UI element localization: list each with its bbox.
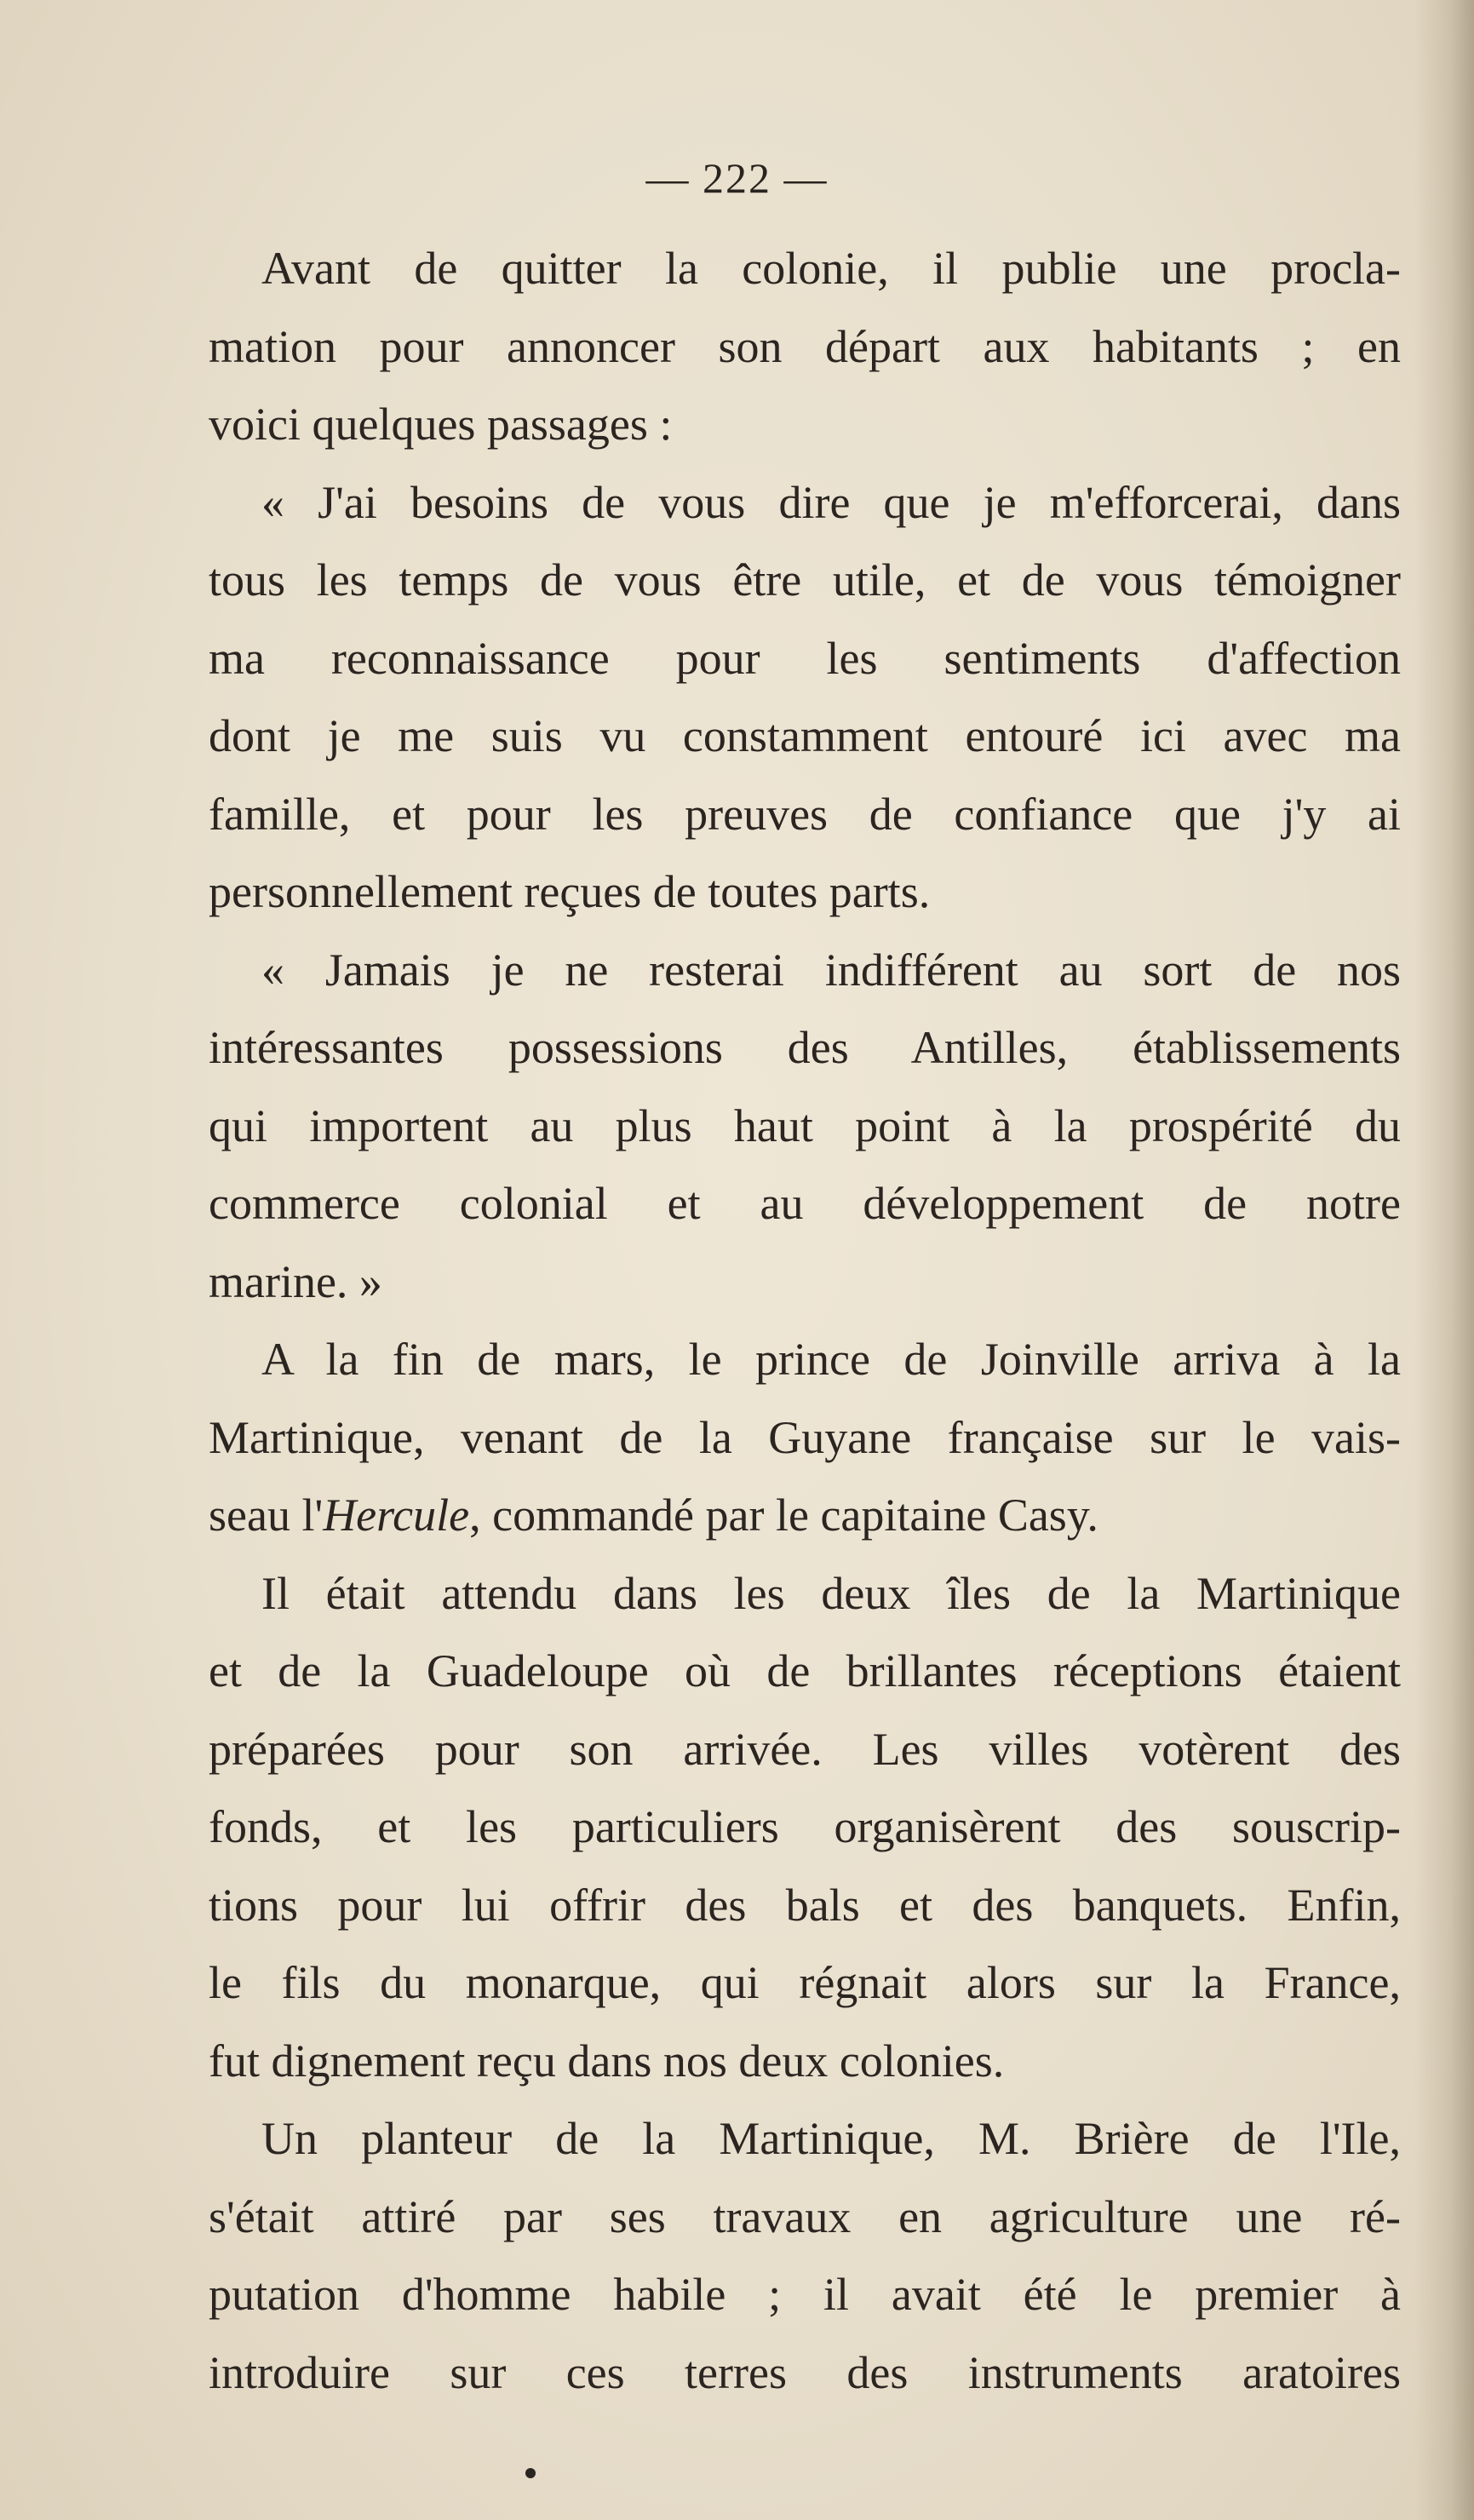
text-line: introduire sur ces terres des instruments aratoires: [209, 2346, 1401, 2398]
text-line: famille, et pour les preuves de confiance que j'y ai: [209, 788, 1401, 840]
page-number: — 222 —: [645, 154, 829, 202]
text-line: ma reconnaissance pour les sentiments d'affection: [209, 632, 1401, 684]
text-line: tous les temps de vous être utile, et de vous témoigner: [209, 554, 1401, 606]
ship-name-italic: Hercule: [323, 1490, 470, 1541]
text-line: Avant de quitter la colonie, il publie une procla-: [261, 243, 1401, 294]
text-line: Martinique, venant de la Guyane française sur le vais-: [209, 1411, 1401, 1463]
text-line: intéressantes possessions des Antilles, établissements: [209, 1022, 1401, 1073]
text-line: putation d'homme habile ; il avait été le premier à: [209, 2269, 1401, 2320]
text-line: voici quelques passages :: [209, 399, 673, 450]
text-line: mation pour annoncer son départ aux habitants ; en: [209, 320, 1401, 372]
text-line: A la fin de mars, le prince de Joinville arriva à la: [261, 1334, 1401, 1385]
text-line: Un planteur de la Martinique, M. Brière de l'Ile,: [261, 2113, 1401, 2164]
text-line: tions pour lui offrir des bals et des banquets. Enfin,: [209, 1879, 1401, 1931]
text-line: fut dignement reçu dans nos deux colonies.: [209, 2035, 1005, 2087]
text-line: « J'ai besoins de vous dire que je m'efforcerai, dans: [261, 476, 1401, 528]
text-line: [209, 1477, 1401, 1555]
text-line: « Jamais je ne resterai indifférent au sort de nos: [261, 944, 1401, 996]
text-line: fonds, et les particuliers organisèrent des souscrip-: [209, 1801, 1401, 1852]
text-segment: , commandé par le capitaine Casy.: [469, 1490, 1098, 1541]
text-line: le fils du monarque, qui régnait alors sur la France,: [209, 1957, 1401, 2008]
text-line: qui importent au plus haut point à la prospérité du: [209, 1099, 1401, 1151]
text-line: Il était attendu dans les deux îles de la Martinique: [261, 1567, 1401, 1619]
text-line: dont je me suis vu constamment entouré ici avec ma: [209, 710, 1401, 761]
page-edge-shadow: [1414, 0, 1474, 2520]
text-line: commerce colonial et au développement de notre: [209, 1178, 1401, 1229]
text-line: et de la Guadeloupe où de brillantes réceptions étaient: [209, 1645, 1401, 1696]
text-line: marine. »: [209, 1255, 382, 1307]
ink-dot-mark: [525, 2468, 536, 2478]
text-line: préparées pour son arrivée. Les villes votèrent des: [209, 1723, 1401, 1775]
text-segment: seau l': [209, 1490, 324, 1541]
text-line: s'était attiré par ses travaux en agriculture une ré-: [209, 2190, 1401, 2242]
text-line: personnellement reçues de toutes parts.: [209, 866, 931, 917]
body-text: [209, 230, 1401, 2412]
